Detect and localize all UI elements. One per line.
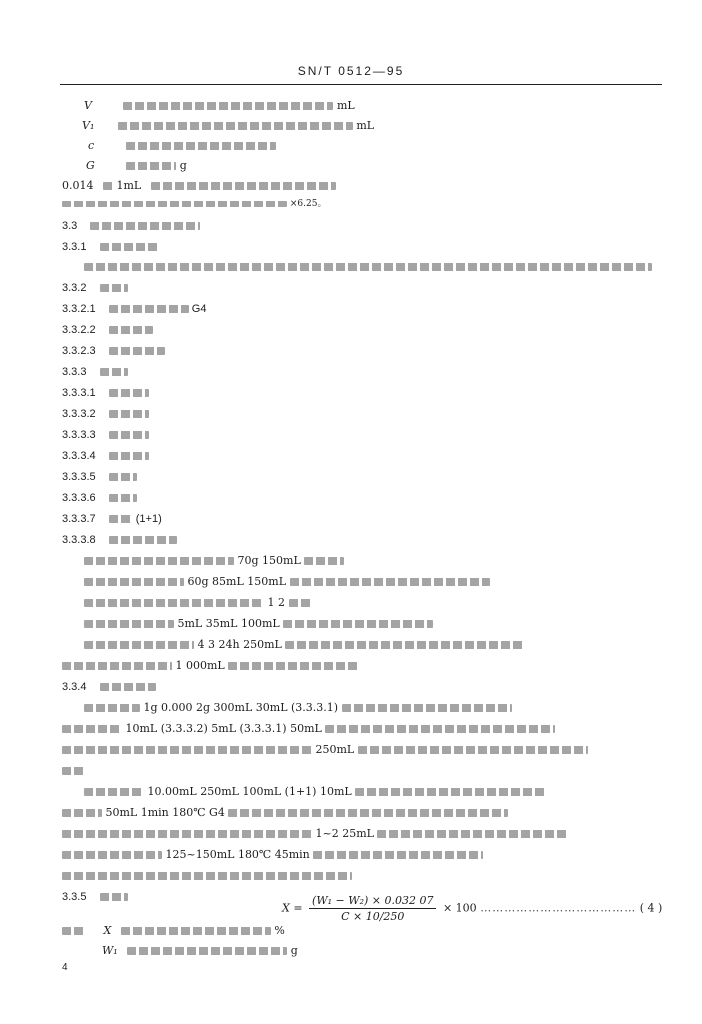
- text-line: [109, 515, 133, 523]
- text-line: [84, 578, 184, 586]
- variable-line: [86, 159, 187, 173]
- section-number: 3.3.3.3: [62, 429, 96, 441]
- section-number: 3.3: [62, 220, 78, 232]
- list-item: [62, 386, 149, 400]
- text-line: [103, 182, 113, 190]
- text-line: [84, 620, 174, 628]
- section-number: 3.3.3.2: [62, 408, 96, 420]
- variable-unit: g: [179, 159, 187, 172]
- paragraph-fragment: 50mL 1min 180℃ G4: [105, 806, 225, 819]
- text-line: [109, 410, 149, 418]
- variable-line: [88, 139, 276, 153]
- paragraph-line: [62, 764, 86, 778]
- paragraph-line: [84, 785, 545, 799]
- solution-fragment: 1 2: [267, 596, 285, 609]
- section-number: 3.3.3.1: [62, 387, 96, 399]
- text-line: [62, 851, 162, 859]
- section-number: 3.3.5: [62, 891, 87, 903]
- text-line: [109, 536, 177, 544]
- list-item: [62, 449, 149, 463]
- paragraph-fragment: 1g 0.000 2g 300mL 30mL (3.3.3.1): [143, 701, 339, 714]
- list-item: [62, 344, 165, 358]
- variable-line: [84, 99, 355, 113]
- text-line: [100, 893, 128, 901]
- section-number: 3.3.4: [62, 681, 87, 693]
- text-line: [228, 809, 508, 817]
- text-line: [127, 947, 287, 955]
- text-line: [313, 851, 483, 859]
- paragraph-line: [62, 848, 483, 862]
- header-rule: [60, 84, 662, 85]
- note-fragment: ×6.25。: [289, 199, 327, 209]
- text-line: [62, 725, 122, 733]
- text-line: [109, 431, 149, 439]
- text-line: [62, 662, 172, 670]
- where-unit: g: [290, 944, 298, 957]
- text-line: [126, 142, 276, 150]
- text-line: [109, 347, 165, 355]
- paragraph-line: [84, 260, 652, 274]
- where-line: [102, 944, 298, 958]
- text-line: [109, 389, 149, 397]
- note-line: [62, 197, 326, 211]
- section-number: 3.3.3.8: [62, 534, 96, 546]
- factor-value: 0.014: [62, 179, 94, 192]
- list-item: [62, 428, 149, 442]
- variable-symbol: G: [86, 159, 95, 172]
- solution-line: [84, 575, 490, 589]
- text-line: [62, 927, 86, 935]
- text-line: [123, 102, 333, 110]
- text-line: [100, 284, 128, 292]
- paragraph-line: [84, 701, 512, 715]
- paragraph-fragment: 125~150mL 180℃ 45min: [165, 848, 310, 861]
- text-line: [84, 704, 140, 712]
- text-line: [100, 243, 158, 251]
- item-fragment: (1+1): [135, 513, 162, 525]
- list-item: [62, 512, 162, 526]
- text-line: [325, 725, 555, 733]
- variable-unit: mL: [356, 119, 375, 132]
- text-line: [109, 473, 137, 481]
- factor-fragment: 1mL: [116, 179, 142, 192]
- text-line: [100, 368, 128, 376]
- page-number: 4: [62, 962, 68, 973]
- variable-line: [82, 119, 374, 133]
- text-line: [84, 599, 264, 607]
- text-line: [126, 162, 176, 170]
- section-number: 3.3.2.2: [62, 324, 96, 336]
- section-number: 3.3.2.3: [62, 345, 96, 357]
- variable-symbol: c: [88, 139, 95, 152]
- text-line: [151, 182, 336, 190]
- section-number: 3.3.3.7: [62, 513, 96, 525]
- paragraph-line: [62, 869, 352, 883]
- solution-fragment: 60g 85mL 150mL: [187, 575, 286, 588]
- text-line: [62, 201, 287, 207]
- solution-fragment: 4 3 24h 250mL: [197, 638, 282, 651]
- formula-fraction: [309, 893, 436, 924]
- solution-line: [62, 659, 358, 673]
- variable-unit: mL: [336, 99, 355, 112]
- list-item: [62, 491, 137, 505]
- formula-numerator: (W₁ − W₂) × 0.032 07: [309, 893, 436, 909]
- text-line: [84, 641, 194, 649]
- section-number: 3.3.1: [62, 241, 87, 253]
- formula-denominator: C × 10/250: [341, 910, 405, 923]
- section-number: 3.3.3: [62, 366, 87, 378]
- formula-lhs: X =: [282, 901, 303, 915]
- text-line: [358, 746, 588, 754]
- text-line: [118, 122, 353, 130]
- item-fragment: G4: [191, 303, 207, 315]
- text-line: [109, 494, 137, 502]
- paragraph-fragment: 10mL (3.3.3.2) 5mL (3.3.3.1) 50mL: [125, 722, 322, 735]
- text-line: [109, 326, 153, 334]
- formula: [282, 893, 662, 924]
- solution-fragment: 70g 150mL: [237, 554, 301, 567]
- solution-line: [84, 554, 344, 568]
- text-line: [62, 767, 86, 775]
- text-line: [84, 263, 652, 271]
- section-heading: [62, 281, 128, 295]
- solution-fragment: 1 000mL: [175, 659, 225, 672]
- section-number: 3.3.3.6: [62, 492, 96, 504]
- solution-line: [84, 617, 433, 631]
- where-unit: %: [274, 924, 285, 937]
- text-line: [304, 557, 344, 565]
- section-heading: [62, 365, 128, 379]
- list-item: [62, 407, 149, 421]
- text-line: [84, 557, 234, 565]
- solution-line: [84, 638, 525, 652]
- paragraph-fragment: 10.00mL 250mL 100mL (1+1) 10mL: [147, 785, 352, 798]
- text-line: [62, 830, 312, 838]
- list-item: [62, 533, 177, 547]
- text-line: [283, 620, 433, 628]
- formula-leader: …………………………………: [480, 901, 637, 915]
- section-heading: [62, 240, 158, 254]
- list-item: [62, 323, 153, 337]
- solution-line: [84, 596, 313, 610]
- section-number: 3.3.3.5: [62, 471, 96, 483]
- text-line: [377, 830, 567, 838]
- where-line: [62, 924, 285, 938]
- text-line: [289, 599, 313, 607]
- text-line: [228, 662, 358, 670]
- paragraph-line: [62, 743, 588, 757]
- text-line: [84, 788, 144, 796]
- text-line: [62, 746, 312, 754]
- text-line: [62, 872, 352, 880]
- paragraph-fragment: 250mL: [315, 743, 355, 756]
- variable-symbol: V: [84, 99, 92, 112]
- text-line: [109, 452, 149, 460]
- text-line: [290, 578, 490, 586]
- paragraph-line: [62, 827, 567, 841]
- text-line: [100, 683, 156, 691]
- where-symbol: W₁: [102, 944, 118, 957]
- formula-tail: × 100: [442, 901, 477, 915]
- section-number: 3.3.2.1: [62, 303, 96, 315]
- section-heading: [62, 219, 200, 233]
- text-line: [342, 704, 512, 712]
- text-line: [285, 641, 525, 649]
- list-item: [62, 470, 137, 484]
- section-heading: [62, 680, 156, 694]
- paragraph-fragment: 1~2 25mL: [315, 827, 374, 840]
- text-line: [90, 222, 200, 230]
- text-line: [121, 927, 271, 935]
- paragraph-line: [62, 806, 508, 820]
- variable-symbol: V₁: [82, 119, 95, 132]
- solution-fragment: 5mL 35mL 100mL: [177, 617, 280, 630]
- section-number: 3.3.3.4: [62, 450, 96, 462]
- paragraph-line: [62, 722, 555, 736]
- formula-number: ( 4 ): [639, 901, 663, 915]
- page-header-code: SN/T 0512—95: [297, 64, 405, 78]
- list-item: [62, 302, 206, 316]
- section-heading: [62, 890, 128, 904]
- text-line: [62, 809, 102, 817]
- text-line: [355, 788, 545, 796]
- where-symbol: X: [103, 924, 112, 937]
- nitrogen-factor-line: [62, 179, 336, 193]
- text-line: [109, 305, 189, 313]
- section-number: 3.3.2: [62, 282, 87, 294]
